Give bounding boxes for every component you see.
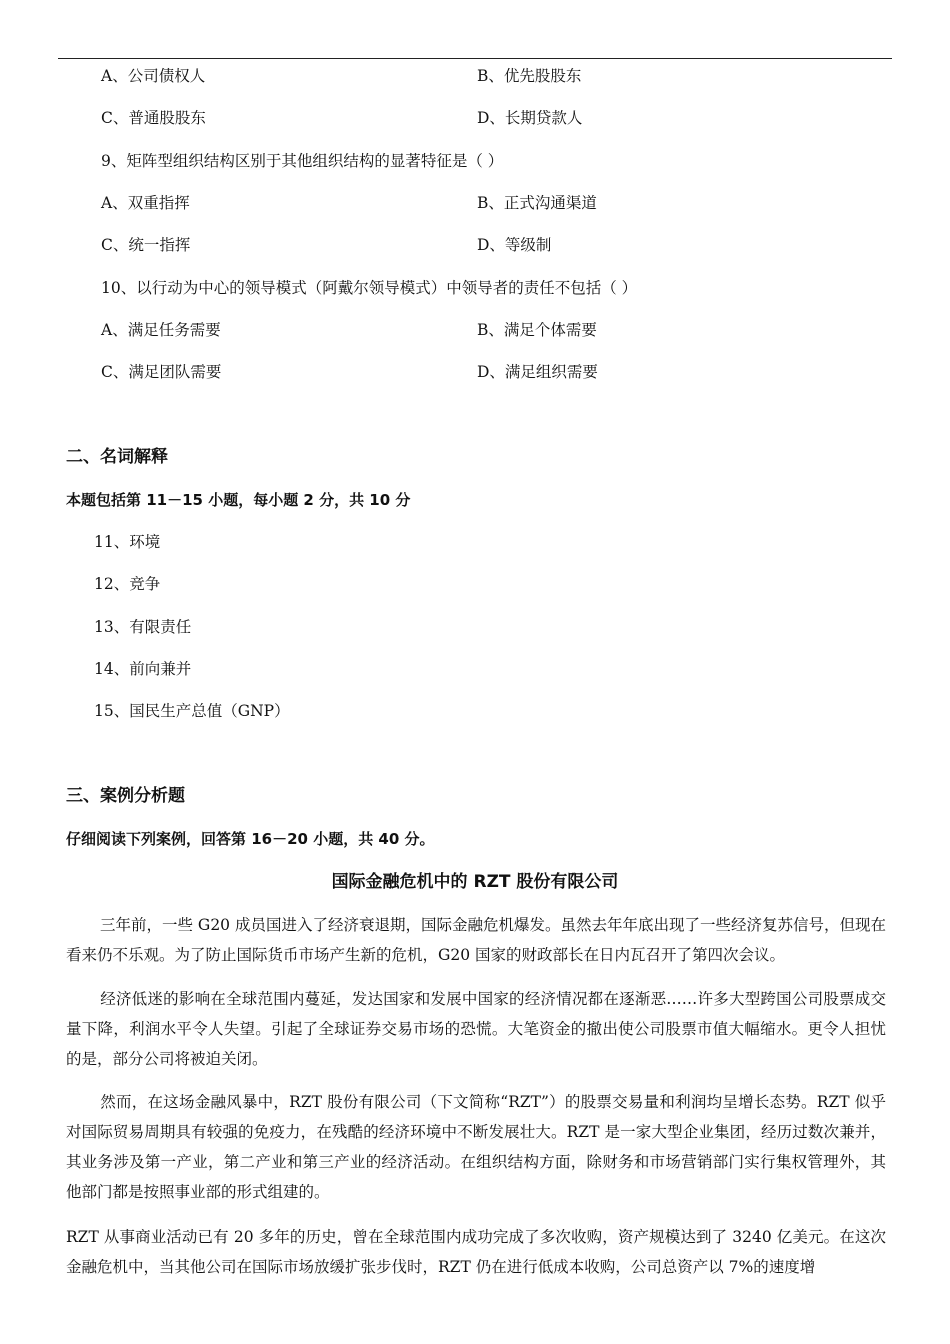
term-item-14: 14、前向兼并: [94, 660, 192, 678]
section3-heading: 三、案例分析题: [66, 786, 185, 806]
section2-heading: 二、名词解释: [66, 447, 168, 467]
q10-stem: 10、以行动为中心的领导模式（阿戴尔领导模式）中领导者的责任不包括（ ）: [101, 279, 638, 297]
header-rule: [58, 58, 892, 59]
section2-instruction: 本题包括第 11－15 小题，每小题 2 分，共 10 分: [66, 491, 411, 509]
case-paragraph-4: [66, 1222, 886, 1282]
q10-option-d: D、满足组织需要: [477, 363, 598, 381]
q8-option-a: A、公司债权人: [101, 67, 206, 85]
q8-option-b: B、优先股股东: [477, 67, 582, 85]
case-paragraph-2-text: 经济低迷的影响在全球范围内蔓延，发达国家和发展中国家的经济情况都在逐渐恶……许多大型跨国公司股票成交量下降，利润水平令人失望。引起了全球证券交易市场的恐慌。大笔资金的撤出使公司股票市值大幅缩水。更令人担忧的是，部分公司将被迫关闭。: [66, 990, 886, 1068]
q10-option-a: A、满足任务需要: [101, 321, 221, 339]
term-item-11: 11、环境: [94, 533, 161, 551]
case-paragraph-3: [66, 1087, 886, 1207]
q9-option-a: A、双重指挥: [101, 194, 190, 212]
q10-option-b: B、满足个体需要: [477, 321, 597, 339]
q9-option-d: D、等级制: [477, 236, 552, 254]
term-item-13: 13、有限责任: [94, 618, 192, 636]
q10-option-c: C、满足团队需要: [101, 363, 222, 381]
q9-option-b: B、正式沟通渠道: [477, 194, 597, 212]
term-item-12: 12、竞争: [94, 575, 161, 593]
case-paragraph-1: [66, 910, 886, 970]
q8-option-d: D、长期贷款人: [477, 109, 583, 127]
case-paragraph-4-text: RZT 从事商业活动已有 20 多年的历史，曾在全球范围内成功完成了多次收购，资产规模达到了 3240 亿美元。在这次金融危机中，当其他公司在国际市场放缓扩张步伐时，RZT 仍在进行低成本收购，公司总资产以 7%的速度增: [66, 1228, 886, 1276]
section3-instruction: 仔细阅读下列案例，回答第 16－20 小题，共 40 分。: [66, 830, 435, 848]
term-item-15: 15、国民生产总值（GNP）: [94, 702, 290, 720]
q8-option-c: C、普通股股东: [101, 109, 206, 127]
q9-stem: 9、矩阵型组织结构区别于其他组织结构的显著特征是（ ）: [101, 152, 504, 170]
q9-option-c: C、统一指挥: [101, 236, 191, 254]
case-paragraph-2: [66, 984, 886, 1074]
case-paragraph-3-text: 然而，在这场金融风暴中，RZT 股份有限公司（下文简称“RZT”）的股票交易量和利润均呈增长态势。RZT 似乎对国际贸易周期具有较强的免疫力，在残酷的经济环境中不断发展壮大。RZT 是一家大型企业集团，经历过数次兼并，其业务涉及第一产业，第二产业和第三产业的经济活动。在组织结构方面，除财务和市场营销部门实行集权管理外，其他部门都是按照事业部的形式组建的。: [66, 1093, 886, 1201]
case-paragraph-1-text: 三年前，一些 G20 成员国进入了经济衰退期，国际金融危机爆发。虽然去年年底出现了一些经济复苏信号，但现在看来仍不乐观。为了防止国际货币市场产生新的危机，G20 国家的财政部长在日内瓦召开了第四次会议。: [66, 916, 886, 964]
case-title: 国际金融危机中的 RZT 股份有限公司: [331, 872, 619, 892]
